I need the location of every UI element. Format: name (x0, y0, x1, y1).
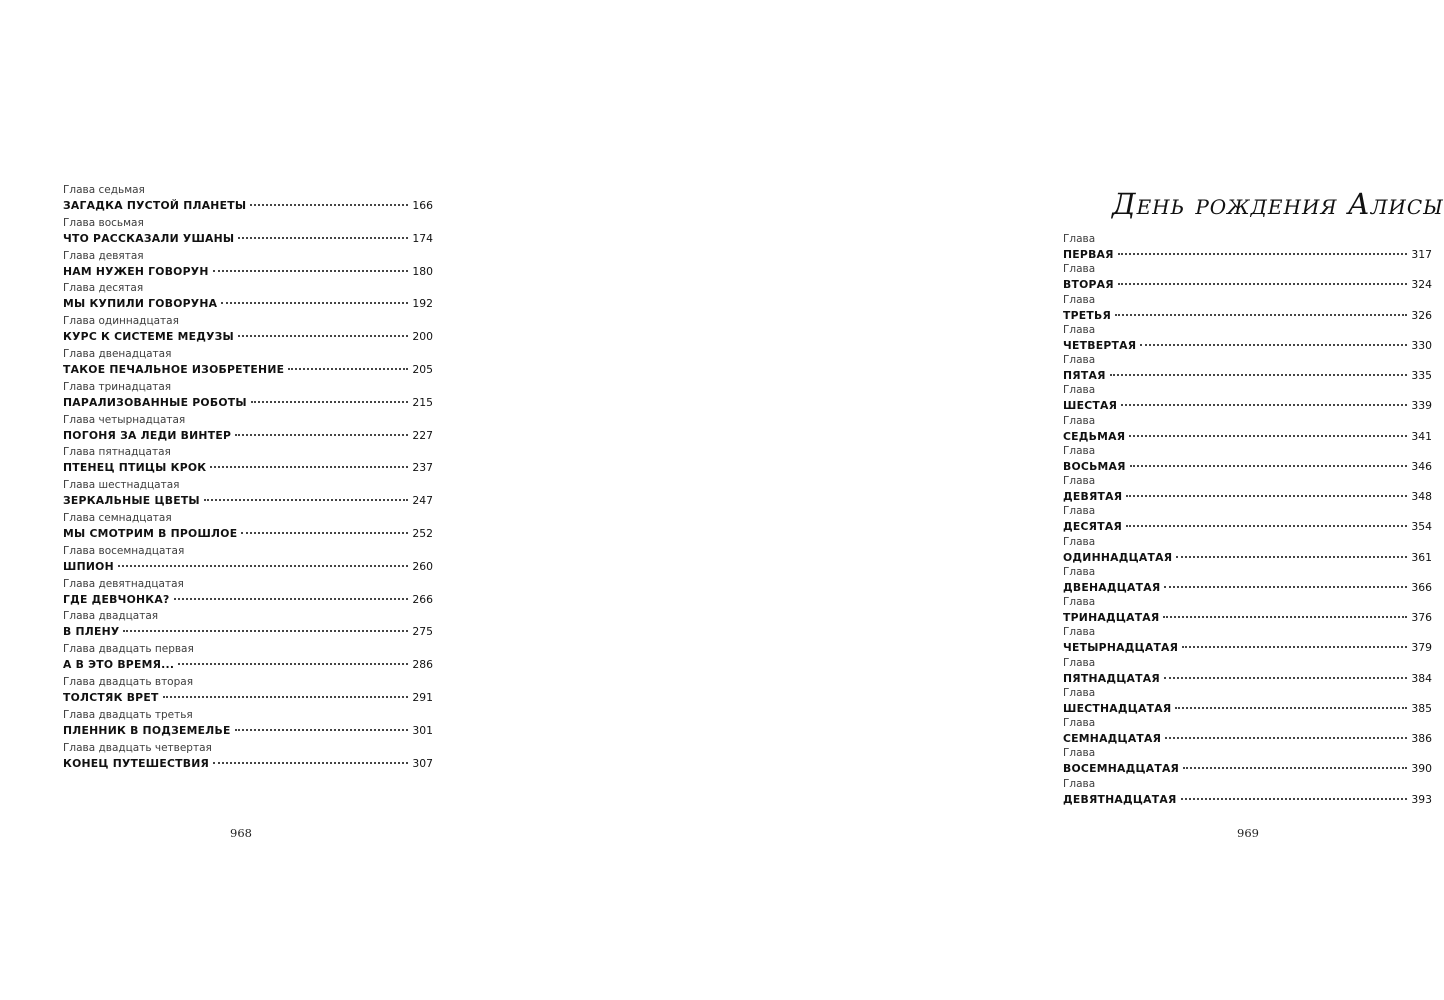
chapter-title: ДЕВЯТАЯ (1063, 490, 1123, 503)
page-number: 215 (412, 395, 433, 409)
chapter-label: Глава (1063, 596, 1096, 608)
chapter-label: Глава (1063, 323, 1096, 336)
chapter-label: Глава девятнадцатая (63, 577, 184, 590)
chapter-line (1063, 308, 1432, 323)
chapter-title: ТРЕТЬЯ (1063, 308, 1112, 322)
chapter-label: Глава шестнадцатая (63, 479, 180, 492)
chapter-line (63, 493, 433, 508)
toc-entry[interactable] (1063, 324, 1432, 354)
page-number: 386 (1411, 732, 1432, 745)
toc-entry[interactable] (1063, 263, 1432, 293)
chapter-title: ТОЛСТЯК ВРЕТ (63, 690, 159, 704)
page-number: 339 (1411, 399, 1432, 413)
chapter-line (1063, 429, 1432, 444)
chapter-title: ШЕСТАЯ (1063, 399, 1118, 413)
chapter-line (1063, 519, 1432, 534)
chapter-title: ДВЕНАДЦАТАЯ (1063, 580, 1161, 594)
toc-entry[interactable] (1063, 445, 1432, 475)
chapter-label: Глава пятнадцатая (63, 446, 171, 459)
toc-entry[interactable] (63, 545, 433, 578)
chapter-title: КОНЕЦ ПУТЕШЕСТВИЯ (63, 756, 210, 770)
page-number: 384 (1411, 671, 1432, 685)
chapter-title: МЫ СМОТРИМ В ПРОШЛОЕ (63, 526, 238, 540)
toc-entry[interactable] (63, 282, 433, 315)
chapter-title: ЗАГАДКА ПУСТОЙ ПЛАНЕТЫ (63, 199, 247, 212)
toc-entry[interactable] (1063, 536, 1432, 566)
chapter-label: Глава (1063, 626, 1096, 639)
chapter-label: Глава двадцать третья (63, 708, 193, 721)
chapter-line (63, 723, 433, 738)
toc-entry[interactable] (1063, 657, 1432, 687)
chapter-line (63, 428, 433, 443)
dot-leader (1182, 645, 1407, 648)
page-number: 326 (1411, 308, 1432, 322)
left-page (0, 0, 500, 1000)
toc-entry[interactable] (1063, 294, 1432, 324)
chapter-line (1063, 368, 1432, 383)
chapter-label: Глава девятая (63, 249, 144, 262)
toc-entry[interactable] (63, 742, 433, 775)
toc-entry[interactable] (63, 578, 433, 611)
page-number: 180 (412, 264, 433, 278)
page-number: 324 (1411, 278, 1432, 292)
toc-entry[interactable] (1063, 566, 1432, 596)
toc-entry[interactable] (1063, 778, 1432, 808)
dot-leader (1130, 464, 1408, 467)
toc-entry[interactable] (1063, 717, 1432, 747)
page-number: 335 (1411, 369, 1432, 382)
chapter-title: СЕМНАДЦАТАЯ (1063, 732, 1162, 745)
chapter-title: ШЕСТНАДЦАТАЯ (1063, 701, 1172, 715)
toc-entry[interactable] (1063, 415, 1432, 445)
page-number: 291 (412, 690, 433, 704)
chapter-title: ЧЕТВЕРТАЯ (1063, 338, 1137, 352)
dot-leader (118, 564, 409, 567)
chapter-line (63, 592, 433, 607)
toc-entry[interactable] (1063, 505, 1432, 535)
dot-leader (1163, 615, 1407, 618)
chapter-label: Глава восьмая (63, 216, 144, 229)
dot-leader (1164, 585, 1407, 588)
toc-entry[interactable] (1063, 626, 1432, 656)
toc-entry[interactable] (63, 643, 433, 676)
chapter-label: Глава семнадцатая (63, 511, 172, 524)
dot-leader (123, 629, 408, 632)
dot-leader (213, 269, 409, 272)
page-number: 260 (412, 559, 433, 573)
page-number: 301 (412, 723, 433, 737)
chapter-line (1063, 338, 1432, 353)
toc-list-left (63, 184, 433, 774)
dot-leader (1129, 434, 1407, 437)
chapter-line (1063, 610, 1432, 625)
page-number: 330 (1411, 338, 1432, 352)
chapter-label: Глава двадцать вторая (63, 675, 194, 688)
page-number: 200 (412, 330, 433, 344)
dot-leader (1165, 736, 1407, 739)
chapter-title: МЫ КУПИЛИ ГОВОРУНА (63, 297, 218, 311)
chapter-line (1063, 489, 1432, 504)
page-number: 341 (1411, 429, 1432, 443)
toc-entry[interactable] (1063, 354, 1432, 384)
chapter-line (1063, 640, 1432, 655)
dot-leader (1126, 524, 1407, 527)
dot-leader (1115, 313, 1407, 316)
chapter-line (63, 198, 433, 213)
dot-leader (1126, 494, 1407, 497)
chapter-title: ПЯТНАДЦАТАЯ (1063, 671, 1160, 685)
chapter-line (1063, 459, 1432, 474)
dot-leader (288, 367, 408, 370)
toc-entry[interactable] (63, 315, 433, 348)
page-number: 393 (1411, 792, 1432, 806)
chapter-line (1063, 761, 1432, 776)
toc-entry[interactable] (63, 709, 433, 742)
chapter-line (1063, 550, 1432, 565)
toc-entry[interactable] (63, 610, 433, 643)
dot-leader (1176, 555, 1407, 558)
chapter-label: Глава (1063, 717, 1096, 729)
dot-leader (213, 761, 408, 764)
chapter-label: Глава (1063, 263, 1096, 276)
page-number: 237 (412, 461, 433, 475)
page-number: 385 (1411, 701, 1432, 715)
toc-entry[interactable] (63, 250, 433, 283)
dot-leader (1121, 403, 1407, 406)
page-number: 348 (1411, 490, 1432, 503)
chapter-label: Глава двенадцатая (63, 347, 172, 360)
chapter-line (1063, 792, 1432, 807)
chapter-label: Глава (1063, 444, 1096, 457)
chapter-line (63, 264, 433, 279)
chapter-title: ВОСЕМНАДЦАТАЯ (1063, 762, 1180, 776)
right-page (500, 0, 1444, 1000)
chapter-line (63, 657, 433, 672)
page-number: 227 (412, 428, 433, 442)
toc-entry[interactable] (63, 414, 433, 447)
chapter-title: ПОГОНЯ ЗА ЛЕДИ ВИНТЕР (63, 428, 232, 442)
chapter-title: ОДИННАДЦАТАЯ (1063, 550, 1173, 564)
chapter-label: Глава (1063, 384, 1096, 397)
page-number: 317 (1411, 248, 1432, 261)
chapter-title: НАМ НУЖЕН ГОВОРУН (63, 264, 209, 278)
chapter-label: Глава (1063, 686, 1096, 699)
chapter-label: Глава восемнадцатая (63, 544, 185, 557)
chapter-title: КУРС К СИСТЕМЕ МЕДУЗЫ (63, 330, 234, 344)
chapter-line (63, 362, 433, 377)
chapter-label: Глава тринадцатая (63, 380, 172, 393)
chapter-title: ПЕРВАЯ (1063, 248, 1114, 261)
dot-leader (238, 334, 408, 337)
chapter-line (63, 231, 433, 246)
toc-entry[interactable] (63, 348, 433, 381)
chapter-line (63, 526, 433, 541)
dot-leader (235, 728, 409, 731)
toc-list-right (1063, 233, 1432, 808)
dot-leader (174, 597, 409, 600)
page-number: 361 (1411, 550, 1432, 564)
dot-leader (178, 662, 408, 665)
chapter-label: Глава (1063, 233, 1096, 245)
chapter-title: ВОСЬМАЯ (1063, 459, 1126, 473)
chapter-title: ДЕВЯТНАДЦАТАЯ (1063, 792, 1177, 806)
toc-entry[interactable] (63, 479, 433, 512)
toc-entry[interactable] (63, 381, 433, 414)
chapter-label: Глава (1063, 535, 1096, 548)
chapter-label: Глава четырнадцатая (63, 413, 186, 426)
chapter-title: ШПИОН (63, 559, 114, 573)
toc-entry[interactable] (1063, 475, 1432, 505)
chapter-title: В ПЛЕНУ (63, 625, 120, 639)
chapter-line (1063, 398, 1432, 413)
dot-leader (250, 203, 408, 206)
page-number: 247 (412, 494, 433, 508)
toc-entry[interactable] (1063, 687, 1432, 717)
page-number: 252 (412, 526, 433, 540)
chapter-line (63, 329, 433, 344)
chapter-title: ЧТО РАССКАЗАЛИ УШАНЫ (63, 231, 235, 245)
dot-leader (241, 531, 408, 534)
page-number: 390 (1411, 762, 1432, 776)
chapter-title: ТАКОЕ ПЕЧАЛЬНОЕ ИЗОБРЕТЕНИЕ (63, 362, 285, 376)
page-number: 166 (412, 199, 433, 212)
toc-entry[interactable] (1063, 747, 1432, 777)
page-number-left: 968 (230, 826, 252, 840)
chapter-label: Глава (1063, 354, 1096, 366)
dot-leader (1181, 797, 1408, 800)
page-number-right: 969 (1237, 826, 1259, 840)
dot-leader (235, 433, 408, 436)
dot-leader (1140, 343, 1407, 346)
chapter-line (63, 559, 433, 574)
chapter-line (63, 690, 433, 705)
chapter-line (63, 395, 433, 410)
page-number: 376 (1411, 611, 1432, 624)
chapter-label: Глава (1063, 656, 1096, 669)
chapter-line (63, 460, 433, 475)
dot-leader (1110, 373, 1408, 376)
dot-leader (1118, 252, 1408, 255)
chapter-line (1063, 701, 1432, 716)
chapter-label: Глава двадцатая (63, 610, 159, 623)
page-number: 266 (412, 592, 433, 606)
chapter-title: ПАРАЛИЗОВАННЫЕ РОБОТЫ (63, 395, 247, 409)
chapter-label: Глава (1063, 747, 1096, 760)
dot-leader (1164, 676, 1408, 679)
dot-leader (251, 400, 409, 403)
chapter-line (1063, 247, 1432, 262)
chapter-title: ДЕСЯТАЯ (1063, 520, 1123, 534)
chapter-title: ПТЕНЕЦ ПТИЦЫ КРОК (63, 461, 207, 475)
chapter-line (1063, 277, 1432, 292)
chapter-title: А В ЭТО ВРЕМЯ... (63, 658, 175, 672)
page-number: 205 (412, 362, 433, 376)
toc-entry[interactable] (63, 446, 433, 479)
chapter-label: Глава (1063, 777, 1096, 790)
page-number: 354 (1411, 520, 1432, 534)
toc-entry[interactable] (63, 676, 433, 709)
chapter-label: Глава (1063, 505, 1096, 518)
page-number: 366 (1411, 580, 1432, 594)
toc-entry[interactable] (1063, 384, 1432, 414)
chapter-title: СЕДЬМАЯ (1063, 429, 1126, 443)
dot-leader (204, 498, 409, 501)
chapter-title: ВТОРАЯ (1063, 278, 1114, 292)
dot-leader (1183, 766, 1407, 769)
page-number: 307 (412, 756, 433, 770)
chapter-label: Глава (1063, 475, 1096, 487)
book-title-heading: День рождения Алисы (1112, 187, 1444, 221)
chapter-label: Глава одиннадцатая (63, 315, 179, 328)
page-number: 379 (1411, 641, 1432, 655)
toc-entry[interactable] (63, 184, 433, 217)
chapter-line (1063, 671, 1432, 686)
chapter-label: Глава двадцать четвертая (63, 741, 212, 754)
chapter-line (63, 756, 433, 771)
dot-leader (238, 236, 408, 239)
chapter-title: ГДЕ ДЕВЧОНКА? (63, 592, 170, 606)
chapter-label: Глава двадцать первая (63, 643, 194, 656)
page-number: 286 (412, 658, 433, 672)
dot-leader (163, 695, 409, 698)
dot-leader (210, 465, 408, 468)
page-number: 192 (412, 297, 433, 311)
chapter-title: ТРИНАДЦАТАЯ (1063, 611, 1160, 624)
chapter-title: ПЛЕННИК В ПОДЗЕМЕЛЬЕ (63, 723, 231, 737)
chapter-line (1063, 580, 1432, 595)
chapter-line (63, 296, 433, 311)
chapter-line (63, 624, 433, 639)
dot-leader (1175, 706, 1407, 709)
toc-entry[interactable] (63, 217, 433, 250)
dot-leader (221, 301, 408, 304)
page-number: 346 (1411, 459, 1432, 473)
chapter-label: Глава (1063, 414, 1096, 427)
chapter-label: Глава седьмая (63, 184, 145, 196)
chapter-title: ЧЕТЫРНАДЦАТАЯ (1063, 641, 1179, 655)
page-number: 174 (412, 231, 433, 245)
chapter-title: ЗЕРКАЛЬНЫЕ ЦВЕТЫ (63, 494, 200, 508)
toc-entry[interactable] (1063, 233, 1432, 263)
chapter-line (1063, 731, 1432, 746)
toc-entry[interactable] (1063, 596, 1432, 626)
chapter-label: Глава (1063, 293, 1096, 306)
chapter-label: Глава (1063, 565, 1096, 578)
page-number: 275 (412, 625, 433, 639)
chapter-label: Глава десятая (63, 282, 144, 295)
chapter-title: ПЯТАЯ (1063, 369, 1106, 382)
dot-leader (1118, 282, 1408, 285)
toc-entry[interactable] (63, 512, 433, 545)
